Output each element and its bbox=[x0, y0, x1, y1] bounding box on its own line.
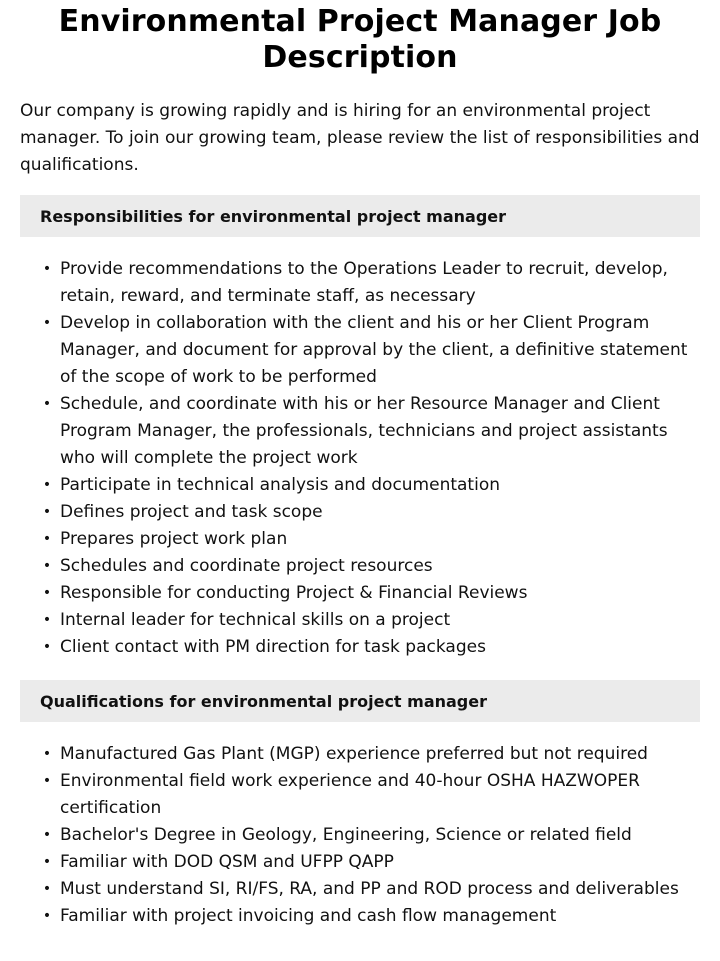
list-item-text: Manufactured Gas Plant (MGP) experience preferred but not required bbox=[60, 744, 648, 764]
list-item bbox=[42, 526, 700, 553]
list-item-text: Participate in technical analysis and documentation bbox=[60, 475, 500, 495]
list-item-text: Environmental field work experience and 40-hour OSHA HAZWOPER certification bbox=[60, 771, 640, 818]
bullet-icon: • bbox=[42, 639, 52, 655]
list-item bbox=[42, 256, 700, 310]
list-item bbox=[42, 499, 700, 526]
responsibilities-section-header bbox=[20, 195, 700, 237]
bullet-icon: • bbox=[42, 504, 52, 520]
list-item-text: Internal leader for technical skills on a project bbox=[60, 610, 451, 630]
list-item-text: Familiar with project invoicing and cash flow management bbox=[60, 906, 557, 926]
list-item-text: Responsible for conducting Project & Financial Reviews bbox=[60, 583, 528, 603]
list-item-text: Bachelor's Degree in Geology, Engineering, Science or related field bbox=[60, 825, 632, 845]
bullet-icon: • bbox=[42, 558, 52, 574]
list-item bbox=[42, 391, 700, 472]
list-item bbox=[42, 822, 700, 849]
intro-paragraph: Our company is growing rapidly and is hiring for an environmental project manager. To join our growing team, please review the list of responsibilities and qualifications. bbox=[20, 101, 700, 175]
list-item bbox=[42, 580, 700, 607]
list-item-text: Must understand SI, RI/FS, RA, and PP and ROD process and deliverables bbox=[60, 879, 679, 899]
bullet-icon: • bbox=[42, 585, 52, 601]
list-item bbox=[42, 310, 700, 391]
bullet-icon: • bbox=[42, 477, 52, 493]
list-item-text: Familiar with DOD QSM and UFPP QAPP bbox=[60, 852, 394, 872]
list-item bbox=[42, 472, 700, 499]
qualifications-list bbox=[20, 741, 700, 930]
bullet-icon: • bbox=[42, 908, 52, 924]
list-item bbox=[42, 903, 700, 930]
bullet-icon: • bbox=[42, 881, 52, 897]
bullet-icon: • bbox=[42, 396, 52, 412]
list-item-text: Schedules and coordinate project resources bbox=[60, 556, 433, 576]
responsibilities-list bbox=[20, 256, 700, 661]
list-item-text: Client contact with PM direction for task packages bbox=[60, 637, 486, 657]
bullet-icon: • bbox=[42, 531, 52, 547]
list-item bbox=[42, 768, 700, 822]
list-item bbox=[42, 849, 700, 876]
bullet-icon: • bbox=[42, 827, 52, 843]
list-item-text: Schedule, and coordinate with his or her Resource Manager and Client Program Manager, the professionals, technicians and project assistants who will complete the project work bbox=[60, 394, 668, 468]
list-item bbox=[42, 607, 700, 634]
list-item bbox=[42, 634, 700, 661]
responsibilities-heading: Responsibilities for environmental project manager bbox=[40, 206, 507, 226]
page-title: Environmental Project Manager Job Description bbox=[58, 4, 662, 75]
job-description-page bbox=[0, 4, 720, 930]
list-item bbox=[42, 876, 700, 903]
list-item-text: Provide recommendations to the Operations Leader to recruit, develop, retain, reward, and terminate staff, as necessary bbox=[60, 259, 668, 306]
bullet-icon: • bbox=[42, 612, 52, 628]
list-item bbox=[42, 553, 700, 580]
qualifications-heading: Qualifications for environmental project manager bbox=[40, 691, 487, 711]
list-item-text: Prepares project work plan bbox=[60, 529, 288, 549]
qualifications-section-header bbox=[20, 680, 700, 722]
bullet-icon: • bbox=[42, 261, 52, 277]
list-item-text: Defines project and task scope bbox=[60, 502, 323, 522]
bullet-icon: • bbox=[42, 854, 52, 870]
bullet-icon: • bbox=[42, 773, 52, 789]
bullet-icon: • bbox=[42, 315, 52, 331]
bullet-icon: • bbox=[42, 746, 52, 762]
list-item-text: Develop in collaboration with the client and his or her Client Program Manager, and document for approval by the client, a definitive statement of the scope of work to be performed bbox=[60, 313, 688, 387]
list-item bbox=[42, 741, 700, 768]
